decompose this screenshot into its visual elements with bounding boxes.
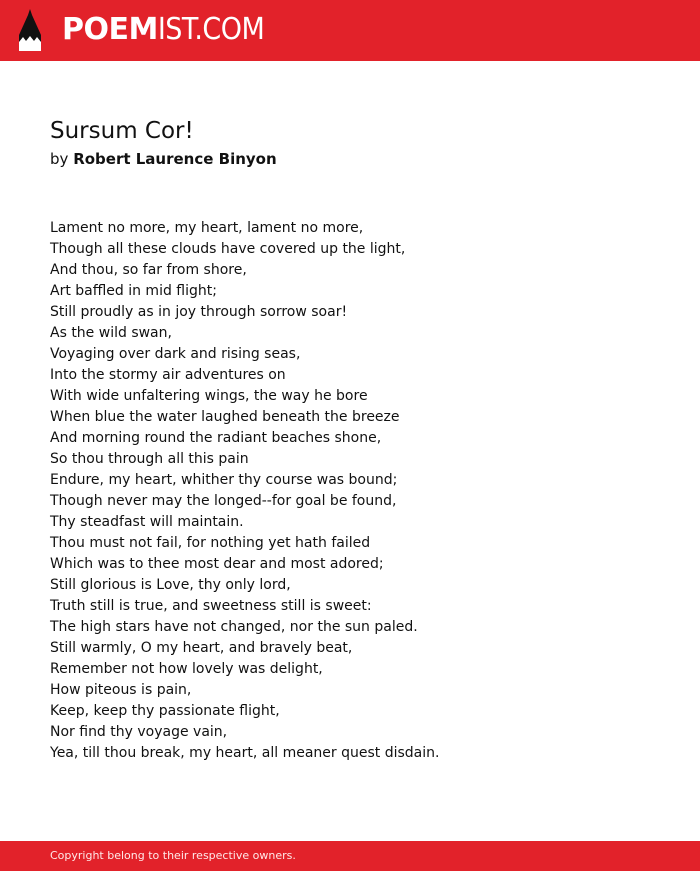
poem-line: And morning round the radiant beaches shone,	[50, 430, 382, 446]
poem-line: When blue the water laughed beneath the breeze	[50, 409, 400, 425]
poem-line: Still glorious is Love, thy only lord,	[50, 577, 291, 593]
poem-line: Keep, keep thy passionate flight,	[50, 703, 280, 719]
poem-line: Lament no more, my heart, lament no more,	[50, 220, 364, 236]
poem-line: Art baffled in mid flight;	[50, 283, 217, 299]
site-footer	[0, 841, 700, 871]
copyright-text: Copyright belong to their respective owners.	[50, 849, 296, 862]
poem-line: Thy steadfast will maintain.	[50, 514, 244, 530]
poem-line: Nor find thy voyage vain,	[50, 724, 228, 740]
poem-line: And thou, so far from shore,	[50, 262, 247, 278]
pen-nib-icon[interactable]	[17, 9, 43, 51]
by-label: by	[50, 150, 69, 168]
brand-light-text: IST.COM	[157, 12, 265, 47]
poem-line: Endure, my heart, whither thy course was bound;	[50, 472, 398, 488]
poem-title: Sursum Cor!	[50, 118, 194, 144]
poem-line: So thou through all this pain	[50, 451, 249, 467]
poem-line: As the wild swan,	[50, 325, 172, 341]
poem-line: Truth still is true, and sweetness still is sweet:	[50, 598, 372, 614]
poem-line: Still warmly, O my heart, and bravely beat,	[50, 640, 353, 656]
poem-line: The high stars have not changed, nor the sun paled.	[50, 619, 418, 635]
poem-body	[50, 218, 670, 764]
site-logo-text[interactable]	[62, 12, 264, 48]
poem-line: Still proudly as in joy through sorrow soar!	[50, 304, 348, 320]
poem-line: With wide unfaltering wings, the way he bore	[50, 388, 368, 404]
byline	[50, 148, 277, 170]
poem-line: Thou must not fail, for nothing yet hath failed	[50, 535, 371, 551]
poem-line: Into the stormy air adventures on	[50, 367, 286, 383]
poem-line: Voyaging over dark and rising seas,	[50, 346, 301, 362]
poem-line: Though all these clouds have covered up the light,	[50, 241, 406, 257]
poem-line: How piteous is pain,	[50, 682, 192, 698]
poem-line: Yea, till thou break, my heart, all meaner quest disdain.	[50, 745, 440, 761]
site-header	[0, 0, 700, 61]
poem-line: Which was to thee most dear and most adored;	[50, 556, 384, 572]
brand-bold-text: POEM	[62, 12, 158, 47]
poem-line: Remember not how lovely was delight,	[50, 661, 323, 677]
poem-line: Though never may the longed--for goal be found,	[50, 493, 397, 509]
author-name: Robert Laurence Binyon	[73, 150, 277, 168]
